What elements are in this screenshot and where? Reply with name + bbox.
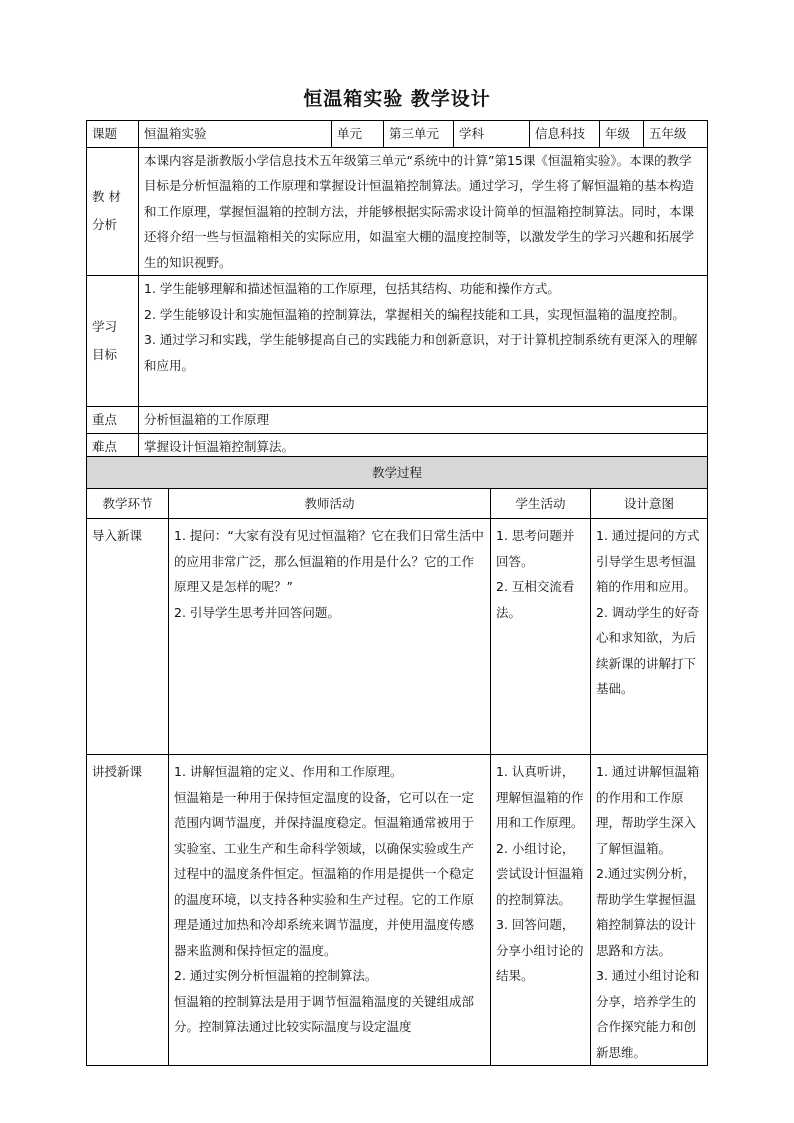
teacher-activity-cell: [169, 519, 491, 755]
design-intent-cell: [591, 755, 708, 1066]
table-row: [87, 755, 708, 1066]
student-activity-item: 2. 互相交流看法。: [496, 579, 575, 620]
table-row: [87, 519, 708, 755]
col-stage-header: 教学环节: [87, 489, 169, 519]
grade-label: 年级: [600, 121, 644, 148]
design-intent-cell: [591, 519, 708, 755]
teacher-activity-item: 2. 通过实例分析恒温箱的控制算法。: [174, 968, 378, 983]
design-intent-item: 1. 通过讲解恒温箱的作用和工作原理，帮助学生深入了解恒温箱。: [596, 764, 700, 856]
goal-item: 3. 通过学习和实践，学生能够提高自己的实践能力和创新意识，对于计算机控制系统有更深入的理解和应用。: [144, 332, 698, 373]
stage-cell: 导入新课: [87, 519, 169, 755]
student-activity-item: 3. 回答问题，分享小组讨论的结果。: [496, 917, 584, 983]
student-activity-item: 2. 小组讨论，尝试设计恒温箱的控制算法。: [496, 840, 584, 907]
teacher-activity-item: 恒温箱的控制算法是用于调节恒温箱温度的关键组成部分。控制算法通过比较实际温度与设定温度: [174, 993, 475, 1034]
course-value: 恒温箱实验: [139, 121, 332, 148]
course-label: 课题: [87, 121, 139, 148]
design-intent-item: 3. 通过小组讨论和分享，培养学生的合作探究能力和创新思维。: [596, 968, 700, 1060]
course-info-table: [86, 120, 708, 460]
teaching-process-table: [86, 456, 708, 1066]
stage-cell: 讲授新课: [87, 755, 169, 1066]
difficulty-value: 掌握设计恒温箱控制算法。: [139, 433, 708, 460]
goals-label: 学习 目标: [87, 276, 139, 407]
teacher-activity-item: 1. 讲解恒温箱的定义、作用和工作原理。: [174, 764, 403, 779]
col-intent-header: 设计意图: [591, 489, 708, 519]
analysis-label: 教 材 分析: [87, 147, 139, 276]
col-student-header: 学生活动: [491, 489, 591, 519]
key-point-value: 分析恒温箱的工作原理: [139, 407, 708, 434]
design-intent-item: 1. 通过提问的方式引导学生思考恒温箱的作用和应用。: [596, 528, 700, 594]
process-heading: 教学过程: [87, 457, 708, 489]
grade-value: 五年级: [644, 121, 708, 148]
key-point-label: 重点: [87, 407, 139, 434]
goals-cell: [139, 276, 708, 407]
student-activity-item: 1. 思考问题并回答。: [496, 528, 575, 569]
document-title: 恒温箱实验 教学设计: [303, 88, 491, 110]
goal-item: 1. 学生能够理解和描述恒温箱的工作原理，包括其结构、功能和操作方式。: [144, 281, 560, 296]
subject-label: 学科: [454, 121, 530, 148]
student-activity-item: 1. 认真听讲，理解恒温箱的作用和工作原理。: [496, 764, 584, 830]
subject-value: 信息科技: [530, 121, 600, 148]
teacher-activity-cell: [169, 755, 491, 1066]
teacher-activity-item: 恒温箱是一种用于保持恒定温度的设备，它可以在一定范围内调节温度，并保持温度稳定。恒温箱通常被用于实验室、工业生产和生命科学领域，以确保实验或生产过程中的温度条件恒定。恒温箱的作用是提供一个稳定的温度环境，以支持各种实验和生产过程。它的工作原理是通过加热和冷却系统来调节温度，并使用温度传感器来监测和保持恒定的温度。: [174, 789, 475, 958]
design-intent-item: 2. 调动学生的好奇心和求知欲，为后续新课的讲解打下基础。: [596, 604, 700, 696]
teacher-activity-item: 1. 提问：“大家有没有见过恒温箱？它在我们日常生活中的应用非常广泛，那么恒温箱的作用是什么？它的工作原理又是怎样的呢？”: [174, 528, 484, 594]
difficulty-label: 难点: [87, 433, 139, 460]
student-activity-cell: [491, 755, 591, 1066]
analysis-text: 本课内容是浙教版小学信息技术五年级第三单元“系统中的计算”第15课《恒温箱实验》。本课的教学目标是分析恒温箱的工作原理和掌握设计恒温箱控制算法。通过学习，学生将了解恒温箱的基本构造和工作原理，掌握恒温箱的控制方法，并能够根据实际需求设计简单的恒温箱控制算法。同时，本课还将介绍一些与恒温箱相关的实际应用，如温室大棚的温度控制等，以激发学生的学习兴趣和拓展学生的知识视野。: [139, 147, 708, 276]
goal-item: 2. 学生能够设计和实施恒温箱的控制算法，掌握相关的编程技能和工具，实现恒温箱的温度控制。: [144, 306, 685, 322]
unit-label: 单元: [332, 121, 384, 148]
col-teacher-header: 教师活动: [169, 489, 491, 519]
design-intent-item: 2.通过实例分析，帮助学生掌握恒温箱控制算法的设计思路和方法。: [596, 866, 697, 958]
student-activity-cell: [491, 519, 591, 755]
teacher-activity-item: 2. 引导学生思考并回答问题。: [174, 604, 340, 620]
unit-value: 第三单元: [384, 121, 454, 148]
